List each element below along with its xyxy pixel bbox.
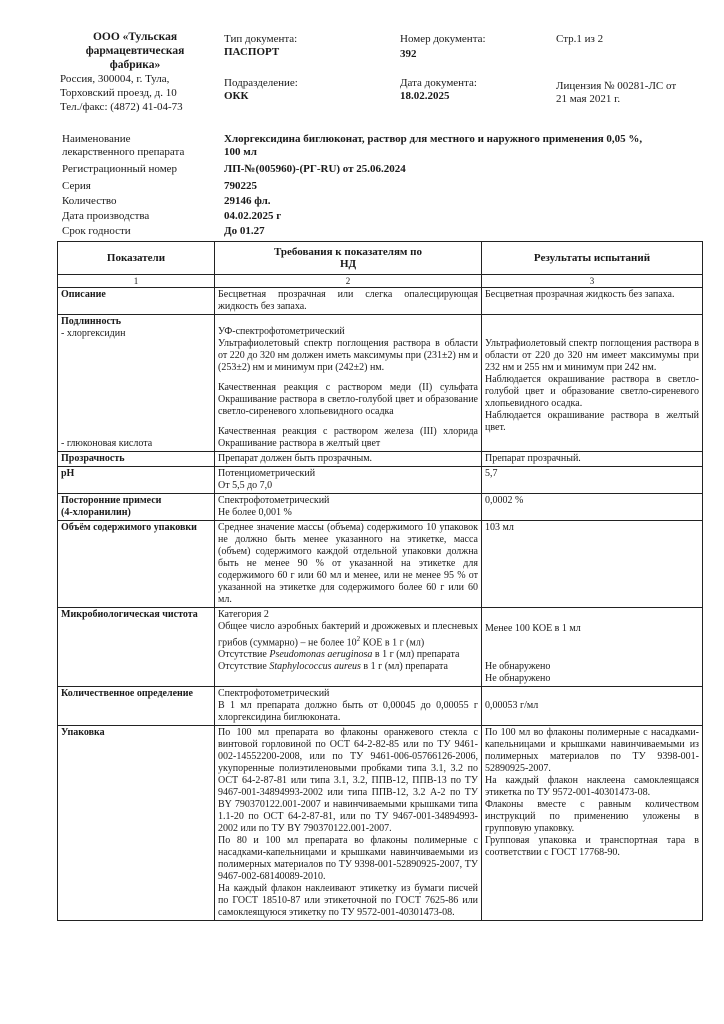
row-name-volume: Объём содержимого упаковки [58, 521, 215, 608]
drug-name-label: Наименование лекарственного препарата [62, 133, 185, 158]
row-name-micro: Микробиологическая чистота [58, 608, 215, 687]
doc-type: Тип документа: ПАСПОРТ [224, 33, 298, 58]
table-header-row [58, 242, 703, 275]
identity-sub-chlorhexidine: - хлоргексидин [61, 328, 126, 339]
table-row [58, 452, 703, 467]
req-identity: УФ-спектрофотометрический Ультрафиолетовый спектр поглощения раствора в области от 220 до 320 нм должен иметь максимумы при (231±2) нм и (253±2) нм и минимум при (242±2) нм. Качественная реакция с раствором меди (II) сульфата Окрашивание раствора в светло-голубой цвет и образование светло-сиреневого хлопьевидного осадка Качественная реакция с раствором железа (III) хлорида Окрашивание раствора в желтый цвет [215, 315, 482, 452]
row-name-quant: Количественное определение [58, 687, 215, 726]
req-impurities: Спектрофотометрический Не более 0,001 % [215, 494, 482, 521]
table-row [58, 521, 703, 608]
res-impurities: 0,0002 % [482, 494, 703, 521]
res-identity: Ультрафиолетовый спектр поглощения раствора в области от 220 до 320 нм имеет максимумы при 232 нм и 255 нм и минимум при 242 нм. Наблюдается окрашивание раствора в светло-голубой цвет и образование светло-сиреневого хлопьевидного осадка. Наблюдается окрашивание раствора в желтый цвет. [482, 315, 703, 452]
header-requirements: Требования к показателям по НД [215, 242, 482, 275]
row-name-impurities: Посторонние примеси (4-хлоранилин) [58, 494, 215, 521]
row-name-description: Описание [58, 288, 215, 315]
table-row [58, 608, 703, 687]
res-packaging: По 100 мл во флаконы полимерные с насадками-капельницами и крышками навинчиваемыми из полимерных материалов по ТУ 9398-001-52890925-2007. На каждый флакон наклеена самоклеящаяся этикетка по ТУ 9572-001-40301473-08. Флаконы вместе с равным количеством инструкций по применению уложены в групповую упаковку. Групповая упаковка и транспортная тара в соответствии с ГОСТ 17768-90. [482, 726, 703, 921]
res-quant: 0,00053 г/мл [482, 687, 703, 726]
res-ph: 5,7 [482, 467, 703, 494]
req-description: Бесцветная прозрачная или слегка опалесцирующая жидкость без запаха. [215, 288, 482, 315]
header-indicators: Показатели [58, 242, 215, 275]
reg-number-value: ЛП-№(005960)-(РГ-RU) от 25.06.2024 [224, 163, 406, 175]
header-results: Результаты испытаний [482, 242, 703, 275]
production-date-label: Дата производства [62, 210, 150, 222]
production-date-value: 04.02.2025 г [224, 210, 282, 222]
identity-sub-gluconic-acid: - глюконовая кислота [61, 438, 153, 449]
column-number-row [58, 275, 703, 288]
row-name-identity: Подлинность - хлоргексидин - глюконовая кислота [58, 315, 215, 452]
company-name: ООО «Тульская фармацевтическая фабрика» [85, 31, 185, 71]
department: Подразделение: ОКК [224, 77, 298, 102]
results-table [57, 241, 703, 921]
req-packaging: По 100 мл препарата во флаконы оранжевого стекла с винтовой горловиной по ОСТ 64-2-82-85 или по ТУ 9461-002-14552200-2008, или по ТУ 9461-006-05766126-2006, укупоренные полиэтиленовыми пробками типа 3.1, 3.2 по ОСТ 64-2-87-81 или типа 3.1, 3.2, ППВ-12, ППВ-13 по ТУ 9467-001-34894993-2002 или типа ППВ-12, 3.2 А-2 по ТУ BY 790370122.001-2007 и навинчиваемыми крышками типа 1.1-20 по ОСТ 64-2-87-81, или по ТУ 9467-001-34894993-2002 или по ТУ BY 790370122.001-2007. По 80 и 100 мл препарата во флаконы полимерные с насадками-капельницами и крышками навинчиваемыми из полимерных материалов по ТУ 9398-001-52890925-2007, ТУ 9467-002-68140089-2010. На каждый флакон наклеивают этикетку из бумаги писчей по ГОСТ 18510-87 или этикеточной по ГОСТ 7625-86 или самоклеящуюся этикетку по ТУ 9572-001-40301473-08. [215, 726, 482, 921]
row-name-packaging: Упаковка [58, 726, 215, 921]
page-number: Стр.1 из 2 [556, 33, 604, 45]
res-micro: Менее 100 КОЕ в 1 мл Не обнаружено Не обнаружено [482, 608, 703, 687]
company-address: Россия, 300004, г. Тула, Торховский проезд, д. 10 Тел./факс: (4872) 41-04-73 [60, 73, 183, 113]
res-volume: 103 мл [482, 521, 703, 608]
quantity-label: Количество [62, 195, 117, 207]
series-label: Серия [62, 180, 91, 192]
doc-date: Дата документа: 18.02.2025 [400, 77, 477, 102]
doc-number: Номер документа: 392 [400, 33, 486, 60]
res-transparency: Препарат прозрачный. [482, 452, 703, 467]
req-transparency: Препарат должен быть прозрачным. [215, 452, 482, 467]
table-row [58, 687, 703, 726]
table-row [58, 467, 703, 494]
req-quant: Спектрофотометрический В 1 мл препарата должно быть от 0,00045 до 0,00055 г хлоргексидина биглюконата. [215, 687, 482, 726]
res-description: Бесцветная прозрачная жидкость без запаха. [482, 288, 703, 315]
column-number: 3 [482, 275, 703, 288]
table-row [58, 726, 703, 921]
column-number: 2 [215, 275, 482, 288]
table-row [58, 315, 703, 452]
expiry-value: До 01.27 [224, 225, 265, 237]
reg-number-label: Регистрационный номер [62, 163, 178, 175]
table-row [58, 288, 703, 315]
drug-name-value: Хлоргексидина биглюконат, раствор для местного и наружного применения 0,05 %, 100 мл [224, 133, 643, 158]
req-ph: Потенциометрический От 5,5 до 7,0 [215, 467, 482, 494]
row-name-ph: pH [58, 467, 215, 494]
license: Лицензия № 00281-ЛС от 21 мая 2021 г. [556, 80, 677, 105]
column-number: 1 [58, 275, 215, 288]
expiry-label: Срок годности [62, 225, 131, 237]
table-row [58, 494, 703, 521]
series-value: 790225 [224, 180, 257, 192]
row-name-transparency: Прозрачность [58, 452, 215, 467]
req-volume: Среднее значение массы (объема) содержимого 10 упаковок не должно быть менее указанного на этикетке, масса (объем) содержимого каждой отдельной упаковки должна быть не менее 90 % от указанной на этикетке для содержимого 60 г или 60 мл и менее, или не менее 95 % от указанной на этикетке для содержимого более 60 г или 60 мл. [215, 521, 482, 608]
req-micro: Категория 2 Общее число аэробных бактерий и дрожжевых и плесневых грибов (суммарно) – не более $10^2$ КОЕ в 1 г (мл) Отсутствие Pseudomonas aeruginosa в 1 г (мл) препарата Отсутствие Staphylococcus aureus в 1 г (мл) препарата [215, 608, 482, 687]
quantity-value: 29146 фл. [224, 195, 271, 207]
